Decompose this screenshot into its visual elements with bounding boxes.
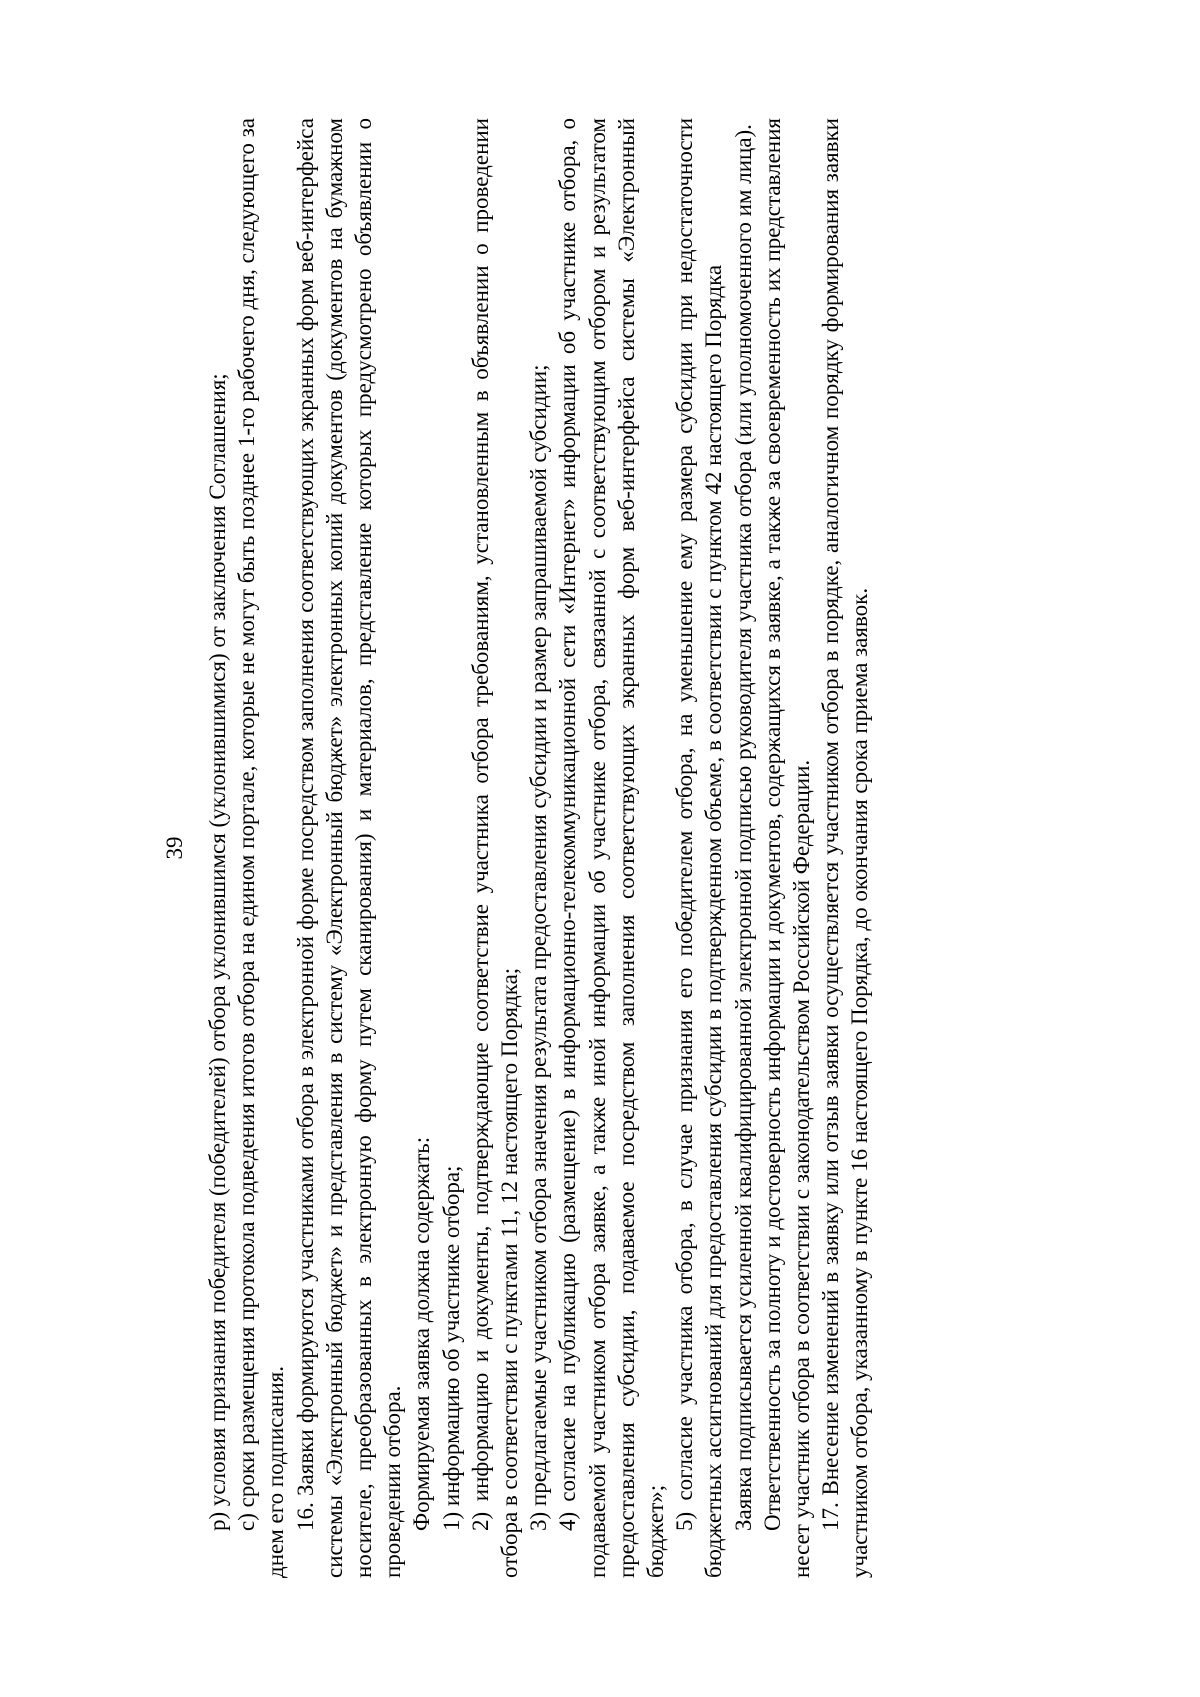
paragraph-16-application-forming: 16. Заявки формируются участниками отбора в электронной форме посредством заполнения соответствующих экранных форм веб-интерфейса системы «Электронный бюджет» и представления в систему «Электронный бюджет» электронных копий документов (документов на бумажном носителе, преобразованных в электронную форму путем сканирования) и материалов, представление которых предусмотрено объявлении о проведении отбора.	[292, 118, 406, 1578]
list-item-5-reduction-consent: 5) согласие участника отбора, в случае признания его победителем отбора, на уменьшение ему размера субсидии при недостаточности бюджетных ассигнований для предоставления субсидии в подтвержденном объеме, в соответствии с пунктом 42 настоящего Порядка	[672, 118, 727, 1578]
list-item-2-documents: 2) информацию и документы, подтверждающие соответствие участника отбора требованиям, установленным в объявлении о проведении отбора в соответствии с пунктами 11, 12 настоящего Порядка;	[467, 118, 523, 1578]
list-item-3-result-values: 3) предлагаемые участником отбора значения результата предоставления субсидии и размер запрашиваемой субсидии;	[526, 364, 552, 1531]
paragraph-conditions-winner-evasion: р) условия признания победителя (победителей) отбора уклонившимся (уклонившимися) от заключения Соглашения;	[205, 373, 230, 1531]
paragraph-electronic-signature: Заявка подписывается усиленной квалифицированной электронной подписью руководителя участника отбора (или уполномоченного им лица).	[730, 124, 756, 1531]
list-item-1-participant-info: 1) информацию об участнике отбора;	[438, 1165, 464, 1531]
page-number: 39	[162, 836, 187, 860]
list-item-4-publication-consent: 4) согласие на публикацию (размещение) в информационно-телекоммуникационной сети «Интернет» информации об участнике отбора, о подаваемой участником отбора заявке, а также иной информации об участнике отбора, связанной с соответствующим отбором и результатом предоставления субсидии, подаваемое посредством заполнения соответствующих экранных форм веб-интерфейса системы «Электронный бюджет»;	[555, 118, 669, 1578]
rotated-page-content	[160, 118, 1040, 1578]
paragraph-responsibility: Ответственность за полноту и достоверность информации и документов, содержащихся в заявке, а также за своевременность их представления несет участник отбора в соответствии с законодательством Российской Федерации.	[759, 118, 815, 1578]
paragraph-17-changes-withdrawal: 17. Внесение изменений в заявку или отзыв заявки осуществляется участником отбора в порядке, аналогичном порядку формирования заявки участником отбора, указанному в пункте 16 настоящего Порядка, до окончания срока приема заявок.	[818, 118, 873, 1578]
paragraph-application-contents-intro: Формируемая заявка должна содержать:	[409, 1136, 435, 1531]
paragraph-protocol-deadlines: с) сроки размещения протокола подведения итогов отбора на едином портале, которые не могут быть позднее 1-го рабочего дня, следующего за днем его подписания.	[234, 118, 289, 1578]
